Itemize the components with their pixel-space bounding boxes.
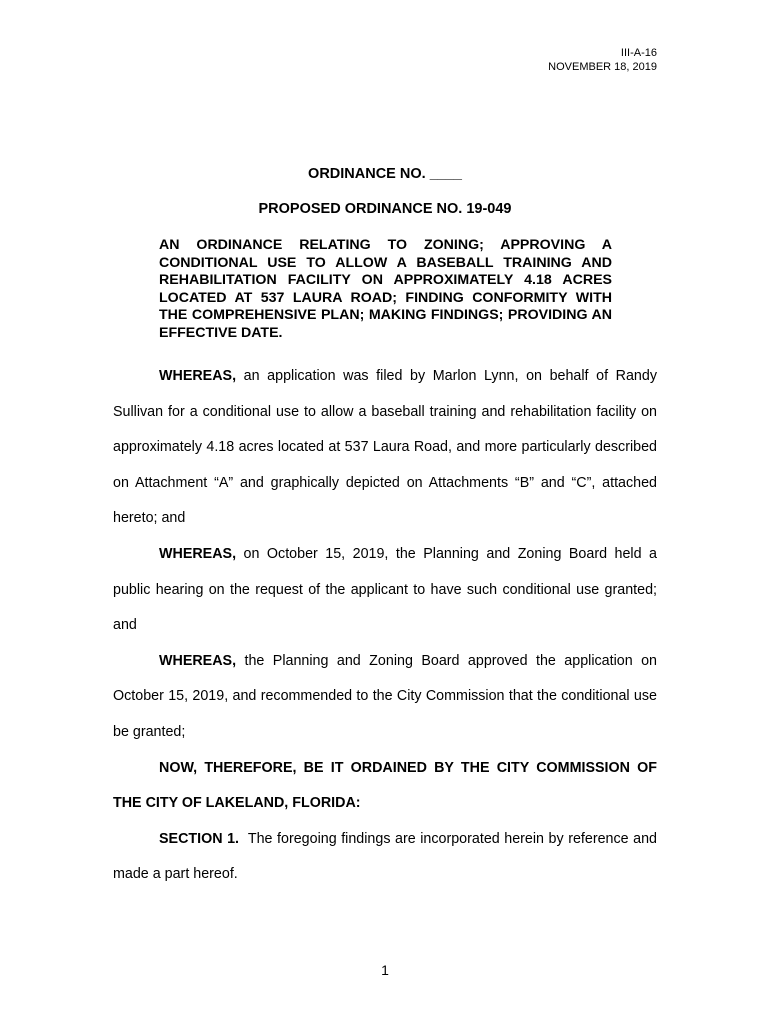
document-header-reference	[548, 46, 657, 74]
ordinance-title: AN ORDINANCE RELATING TO ZONING; APPROVING A CONDITIONAL USE TO ALLOW A BASEBALL TRAINING AND REHABILITATION FACILITY ON APPROXIMATELY 4.18 ACRES LOCATED AT 537 LAURA ROAD; FINDING CONFORMITY WITH THE COMPREHENSIVE PLAN; MAKING FINDINGS; PROVIDING AN EFFECTIVE DATE.	[159, 237, 612, 341]
enacting-clause-text: NOW, THEREFORE, BE IT ORDAINED BY THE CITY COMMISSION OF THE CITY OF LAKELAND, FLORIDA:	[113, 759, 657, 812]
enacting-clause	[113, 751, 657, 822]
reference-code: III-A-16	[620, 47, 657, 59]
meeting-date: NOVEMBER 18, 2019	[548, 61, 657, 73]
section-heading: SECTION 1.	[159, 830, 240, 847]
paragraph-text: The foregoing findings are incorporated herein by reference and made a part hereof.	[113, 830, 661, 883]
paragraph-text: the Planning and Zoning Board approved the application on October 15, 2019, and recommended to the City Commission that the conditional use be granted;	[113, 652, 657, 740]
paragraph-lead: WHEREAS,	[159, 545, 237, 562]
section-1-paragraph	[113, 822, 661, 893]
paragraph-lead: WHEREAS,	[159, 368, 237, 384]
whereas-paragraph-3	[113, 644, 657, 751]
proposed-ordinance-number: PROPOSED ORDINANCE NO. 19-049	[258, 201, 512, 217]
ordinance-body	[113, 359, 661, 893]
paragraph-lead: WHEREAS,	[159, 652, 237, 669]
whereas-paragraph-1	[113, 359, 657, 537]
paragraph-text: on October 15, 2019, the Planning and Zoning Board held a public hearing on the request of the applicant to have such conditional use granted; and	[113, 545, 657, 634]
whereas-paragraph-2	[113, 537, 657, 644]
page-number: 1	[381, 962, 389, 978]
ordinance-number: ORDINANCE NO. ____	[308, 166, 462, 182]
paragraph-text: an application was filed by Marlon Lynn, on behalf of Randy Sullivan for a conditional use to allow a baseball training and rehabilitation facility on approximately 4.18 acres located at 537 Laura Road, and more particularly described on Attachment “A” and graphically depicted on Attachments “B” and “C”, attached hereto; and	[113, 368, 657, 527]
